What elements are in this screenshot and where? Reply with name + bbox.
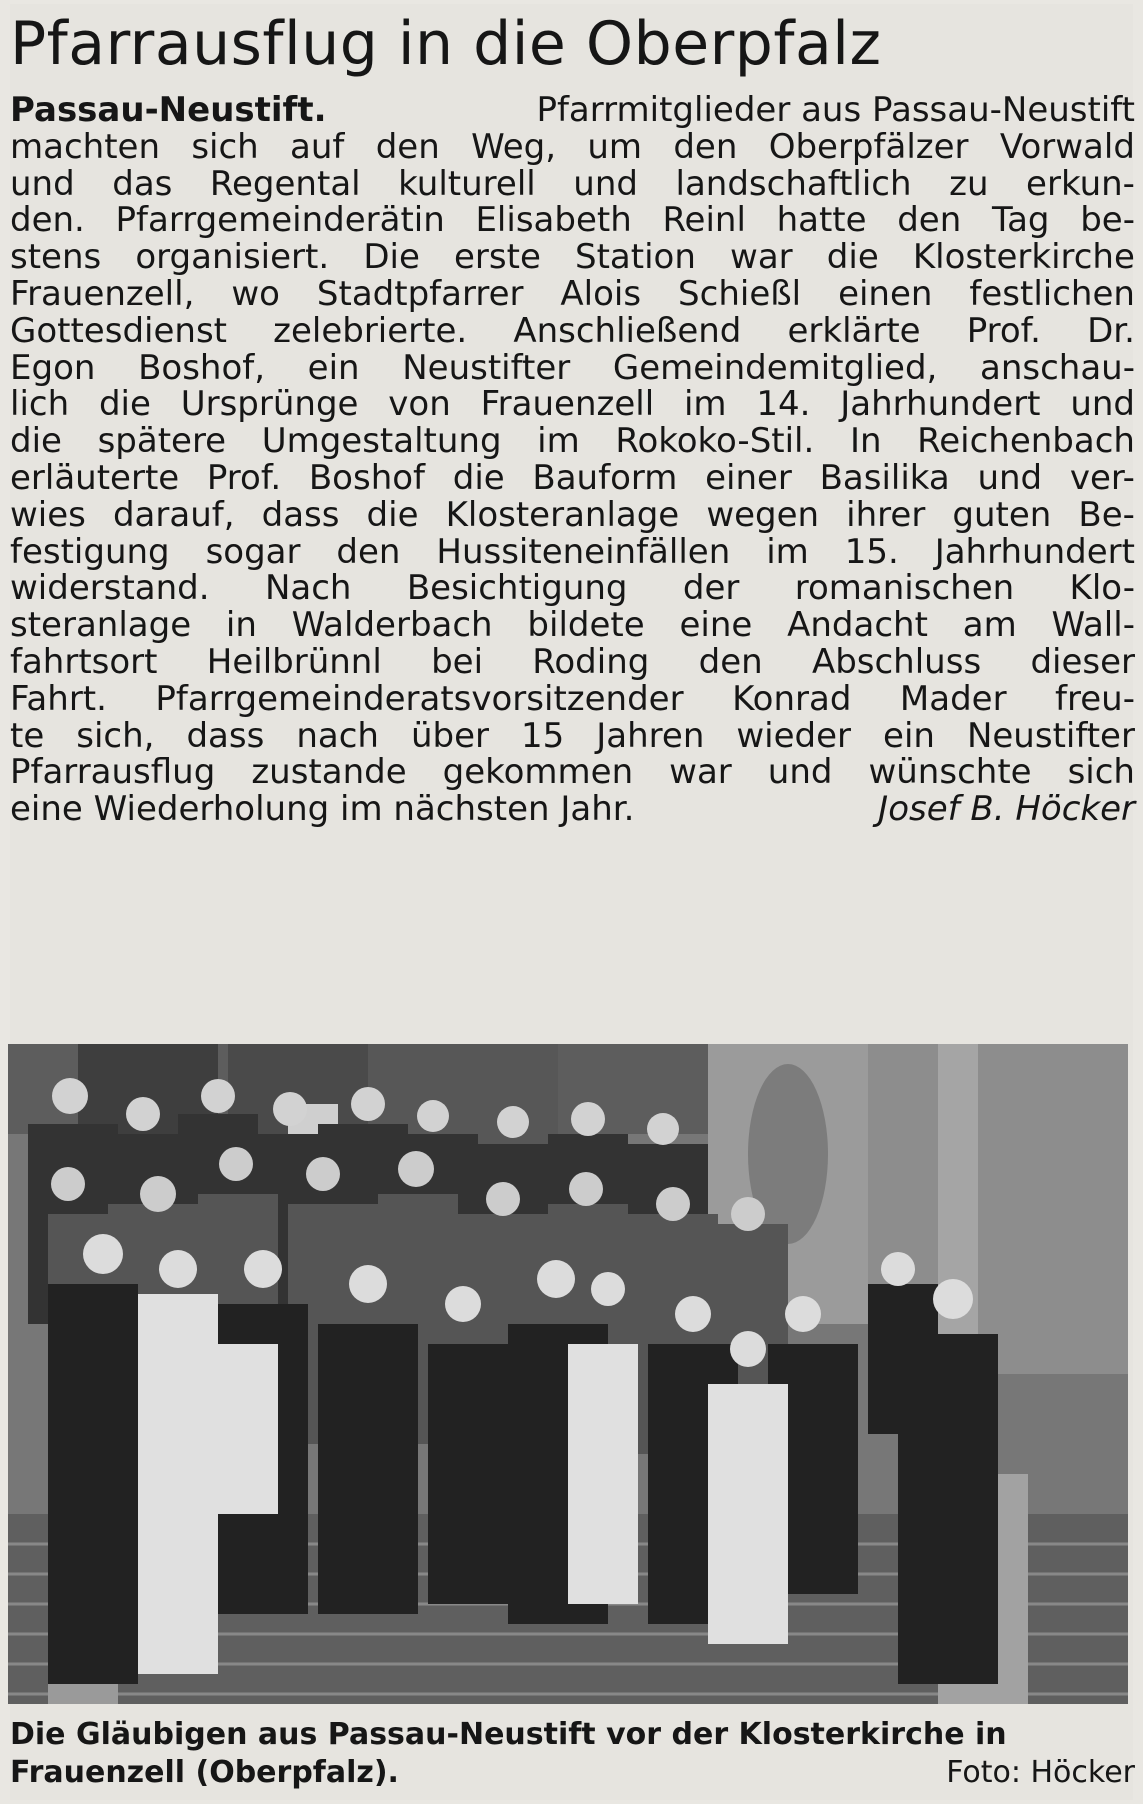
article-line xyxy=(10,570,1135,607)
article-word: spätere xyxy=(97,421,227,462)
article-word: den. xyxy=(10,200,85,241)
article-word: Weg, xyxy=(471,126,557,167)
article-word: Gottesdienst xyxy=(10,310,227,351)
article-word: Dr. xyxy=(1087,310,1135,351)
article-line xyxy=(10,715,1135,756)
article-word: Gemeindemitglied, xyxy=(612,347,938,388)
article-line-text: eine Wiederholung im nächsten Jahr. xyxy=(10,789,635,830)
article-word: über xyxy=(410,715,489,756)
article-word: dass xyxy=(186,715,265,756)
article-word: steranlage xyxy=(10,605,192,646)
article-word: die xyxy=(366,494,419,535)
article-word: nach xyxy=(296,715,379,756)
article-word: Vorwald xyxy=(999,126,1135,167)
article-word: wieder xyxy=(736,715,852,756)
article-word: die xyxy=(826,237,879,278)
article-word: Neustifter xyxy=(402,347,571,388)
article-word: Jahren xyxy=(596,715,705,756)
article-word: um xyxy=(587,126,642,167)
article-word: Jahrhundert xyxy=(840,384,1041,425)
article-word: Pfarrgemeinderatsvorsitzender xyxy=(155,678,684,719)
article-word: Schießl xyxy=(678,273,802,314)
article-word: festigung xyxy=(10,531,170,572)
article-word: bei xyxy=(431,641,484,682)
article-word: und xyxy=(1070,384,1135,425)
article-word: 15. xyxy=(844,531,899,572)
article-word: erste xyxy=(454,237,541,278)
article-word: Besichtigung xyxy=(406,568,628,609)
article-word: das xyxy=(112,163,173,204)
article-word: den xyxy=(673,126,738,167)
article-word: Roding xyxy=(532,641,650,682)
caption-line-1: Die Gläubigen aus Passau-Neustift vor der Klosterkirche in xyxy=(10,1717,1007,1752)
article-word: zu xyxy=(949,163,989,204)
article-word: bildete xyxy=(527,605,645,646)
article-word: Umgestaltung xyxy=(261,421,502,462)
article-word: Boshof xyxy=(308,457,426,498)
article-word: sich xyxy=(1067,752,1135,793)
article-word: wünschte xyxy=(868,752,1032,793)
article-word: machten xyxy=(10,126,160,167)
article-word: erkun- xyxy=(1026,163,1135,204)
article-body xyxy=(10,92,1135,828)
article-word: Rokoko-Stil. xyxy=(615,421,815,462)
article-word: te xyxy=(10,715,45,756)
caption-line-2-text: Frauenzell (Oberpfalz). xyxy=(10,1755,399,1790)
article-word: Neustifter xyxy=(966,715,1135,756)
article-word: darauf, xyxy=(112,494,235,535)
article-word: Stadtpfarrer xyxy=(316,273,524,314)
article-word: In xyxy=(849,421,882,462)
article-word: Klosteranlage xyxy=(445,494,680,535)
article-word: Reichenbach xyxy=(917,421,1135,462)
article-word: in xyxy=(225,605,257,646)
article-word: im xyxy=(766,531,809,572)
article-word: auf xyxy=(290,126,345,167)
article-word: die xyxy=(452,457,505,498)
article-word: Konrad xyxy=(732,678,852,719)
article-word: lich xyxy=(10,384,70,425)
article-line xyxy=(10,163,1135,204)
article-word: von xyxy=(388,384,451,425)
article-word: Be- xyxy=(1078,494,1135,535)
article-word: am xyxy=(962,605,1017,646)
article-word: der xyxy=(682,568,740,609)
article-word: Wall- xyxy=(1051,605,1135,646)
article-line xyxy=(10,347,1135,388)
article-word: Abschluss xyxy=(811,641,982,682)
article-line xyxy=(10,531,1135,572)
article-word: den xyxy=(375,126,440,167)
article-word: ein xyxy=(883,715,935,756)
article-word: sogar xyxy=(205,531,301,572)
article-line xyxy=(10,423,1135,460)
article-word: war xyxy=(730,237,793,278)
caption-line-2 xyxy=(10,1754,1135,1792)
article-byline: Josef B. Höcker xyxy=(878,789,1135,830)
article-word: Heilbrünnl xyxy=(206,641,382,682)
article-word: Walderbach xyxy=(291,605,493,646)
article-word: 14. xyxy=(756,384,811,425)
article-word: sich, xyxy=(76,715,155,756)
article-word: Tag xyxy=(991,200,1050,241)
article-word: wegen xyxy=(706,494,820,535)
article-line xyxy=(10,791,1135,828)
article-word: Mader xyxy=(899,678,1007,719)
article-word: Oberpfälzer xyxy=(768,126,969,167)
group-photo-illustration xyxy=(8,1044,1128,1704)
article-word: Station xyxy=(575,237,696,278)
photo-caption xyxy=(10,1716,1135,1792)
article-word: Prof. xyxy=(206,457,282,498)
article-word: den xyxy=(897,200,962,241)
article-word: war xyxy=(669,752,732,793)
article-word: einer xyxy=(705,457,792,498)
article-word: romanischen xyxy=(794,568,1015,609)
article-word: festlichen xyxy=(969,273,1135,314)
article-line xyxy=(10,273,1135,314)
article-word: Klosterkirche xyxy=(912,237,1135,278)
article-line xyxy=(10,239,1135,276)
article-word: landschaftlich xyxy=(675,163,912,204)
article-word: guten xyxy=(952,494,1052,535)
article-word: Regental xyxy=(209,163,361,204)
article-word: widerstand. xyxy=(10,568,210,609)
article-word: und xyxy=(977,457,1043,498)
article-word: ihrer xyxy=(846,494,926,535)
article-word: hatte xyxy=(776,200,867,241)
article-line xyxy=(10,386,1135,423)
article-word: den xyxy=(336,531,401,572)
article-word: und xyxy=(573,163,638,204)
article-word: und xyxy=(10,163,75,204)
article-word: Nach xyxy=(264,568,352,609)
article-word: Reinl xyxy=(662,200,746,241)
article-line xyxy=(10,678,1135,719)
article-word: Basilika xyxy=(819,457,950,498)
article-line xyxy=(10,641,1135,682)
article-word: die xyxy=(10,421,62,462)
article-headline: Pfarrausflug in die Oberpfalz xyxy=(10,9,882,79)
article-word: erläuterte xyxy=(10,457,180,498)
article-word: Die xyxy=(363,237,420,278)
article-word: dieser xyxy=(1030,641,1135,682)
article-word: Fahrt. xyxy=(10,678,107,719)
article-line xyxy=(10,126,1135,167)
article-line xyxy=(10,607,1135,644)
article-word: wo xyxy=(231,273,280,314)
article-word: und xyxy=(767,752,833,793)
article-line-text: Pfarrmitglieder aus Passau-Neustift xyxy=(536,90,1135,130)
article-line xyxy=(10,92,1135,129)
article-word: den xyxy=(698,641,763,682)
article-line xyxy=(10,754,1135,791)
article-word: Boshof, xyxy=(138,347,266,388)
group-photo xyxy=(8,1044,1128,1704)
article-word: Pfarrausflug xyxy=(10,752,216,793)
article-word: eine xyxy=(679,605,753,646)
article-word: freu- xyxy=(1055,678,1135,719)
photo-credit: Foto: Höcker xyxy=(946,1755,1135,1790)
article-line xyxy=(10,457,1135,498)
article-line xyxy=(10,202,1135,239)
article-word: Frauenzell, xyxy=(10,273,195,314)
article-word: Pfarrgemeinderätin xyxy=(115,200,445,241)
article-word: Hussiteneinfällen xyxy=(436,531,731,572)
article-word: gekommen xyxy=(442,752,634,793)
article-word: Alois xyxy=(560,273,642,314)
article-dateline: Passau-Neustift. xyxy=(10,90,327,130)
article-word: Frauenzell xyxy=(480,384,655,425)
article-word: Jahrhundert xyxy=(934,531,1135,572)
article-word: ein xyxy=(307,347,360,388)
article-word: im xyxy=(683,384,727,425)
article-word: Klo- xyxy=(1069,568,1135,609)
article-word: kulturell xyxy=(398,163,536,204)
article-word: Ursprünge xyxy=(180,384,359,425)
article-word: stens xyxy=(10,237,102,278)
article-word: Elisabeth xyxy=(475,200,632,241)
article-word: 15 xyxy=(521,715,565,756)
article-word: anschau- xyxy=(980,347,1135,388)
article-word: Bauform xyxy=(532,457,678,498)
article-word: Prof. xyxy=(966,310,1041,351)
article-word: die xyxy=(98,384,151,425)
article-word: Egon xyxy=(10,347,96,388)
article-word: erklärte xyxy=(787,310,921,351)
article-word: einen xyxy=(838,273,933,314)
article-line xyxy=(10,494,1135,535)
article-word: zustande xyxy=(251,752,407,793)
article-word: be- xyxy=(1080,200,1135,241)
article-word: dass xyxy=(261,494,340,535)
article-line xyxy=(10,310,1135,351)
article-word: Andacht xyxy=(787,605,928,646)
article-word: sich xyxy=(191,126,259,167)
article-word: im xyxy=(537,421,580,462)
article-word: zelebrierte. xyxy=(273,310,468,351)
article-word: wies xyxy=(10,494,86,535)
article-word: ver- xyxy=(1069,457,1135,498)
article-word: organisiert. xyxy=(135,237,330,278)
article-word: Anschließend xyxy=(513,310,742,351)
article-word: fahrtsort xyxy=(10,641,158,682)
